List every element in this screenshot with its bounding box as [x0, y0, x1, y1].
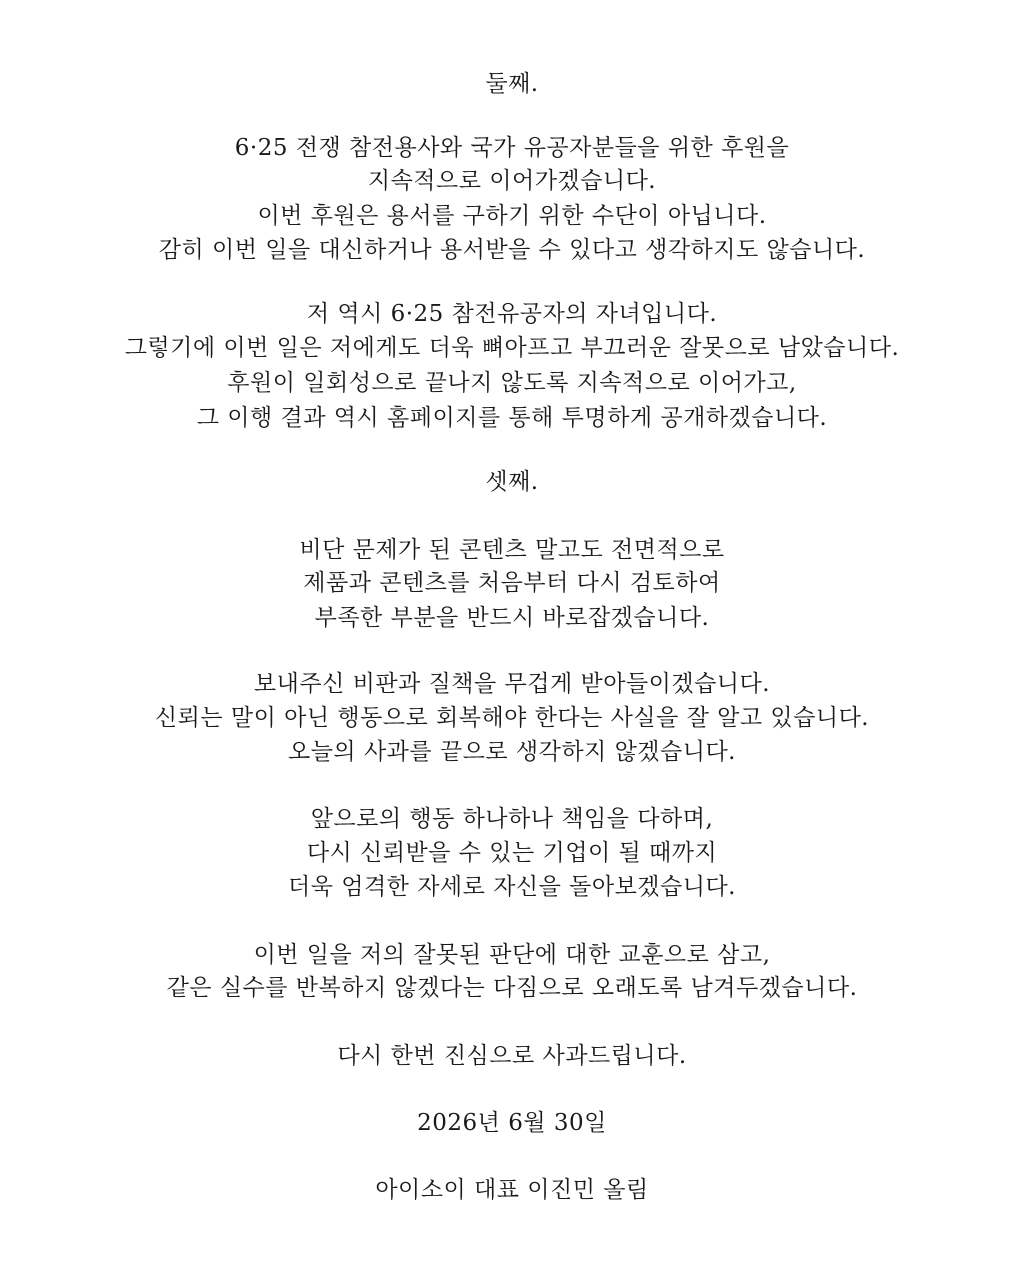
paragraph-line: 다시 신뢰받을 수 있는 기업이 될 때까지 — [306, 840, 718, 866]
paragraph-line: 그렇기에 이번 일은 저에게도 더욱 뼈아프고 부끄러운 잘못으로 남았습니다. — [124, 335, 900, 361]
paragraph-line: 더욱 엄격한 자세로 자신을 돌아보겠습니다. — [288, 874, 736, 900]
paragraph-line: 앞으로의 행동 하나하나 책임을 다하며, — [310, 806, 714, 832]
paragraph-line: 그 이행 결과 역시 홈페이지를 통해 투명하게 공개하겠습니다. — [196, 405, 828, 431]
paragraph-line: 저 역시 6·25 참전유공자의 자녀입니다. — [306, 301, 718, 327]
paragraph-line: 보내주신 비판과 질책을 무겁게 받아들이겠습니다. — [253, 671, 771, 697]
paragraph-line: 이번 후원은 용서를 구하기 위한 수단이 아닙니다. — [257, 203, 767, 229]
paragraph-line: 비단 문제가 된 콘텐츠 말고도 전면적으로 — [299, 537, 725, 563]
paragraph-line: 이번 일을 저의 잘못된 판단에 대한 교훈으로 삼고, — [253, 942, 771, 968]
letter-signature: 아이소이 대표 이진민 올림 — [375, 1177, 649, 1203]
paragraph-line: 감히 이번 일을 대신하거나 용서받을 수 있다고 생각하지도 않습니다. — [158, 237, 866, 263]
paragraph-line: 후원이 일회성으로 끝나지 않도록 지속적으로 이어가고, — [227, 370, 797, 396]
section-heading-second: 둘째. — [485, 71, 539, 97]
paragraph-line: 제품과 콘텐츠를 처음부터 다시 검토하여 — [303, 570, 721, 596]
paragraph-line: 6·25 전쟁 참전용사와 국가 유공자분들을 위한 후원을 — [234, 135, 790, 161]
closing-apology: 다시 한번 진심으로 사과드립니다. — [337, 1043, 687, 1069]
letter-date: 2026년 6월 30일 — [417, 1110, 607, 1136]
paragraph-line: 지속적으로 이어가겠습니다. — [367, 168, 657, 194]
paragraph-line: 신뢰는 말이 아닌 행동으로 회복해야 한다는 사실을 잘 알고 있습니다. — [154, 705, 870, 731]
paragraph-line: 부족한 부분을 반드시 바로잡겠습니다. — [314, 605, 710, 631]
section-heading-third: 셋째. — [485, 469, 539, 495]
paragraph-line: 같은 실수를 반복하지 않겠다는 다짐으로 오래도록 남겨두겠습니다. — [166, 975, 858, 1001]
paragraph-line: 오늘의 사과를 끝으로 생각하지 않겠습니다. — [288, 739, 736, 765]
